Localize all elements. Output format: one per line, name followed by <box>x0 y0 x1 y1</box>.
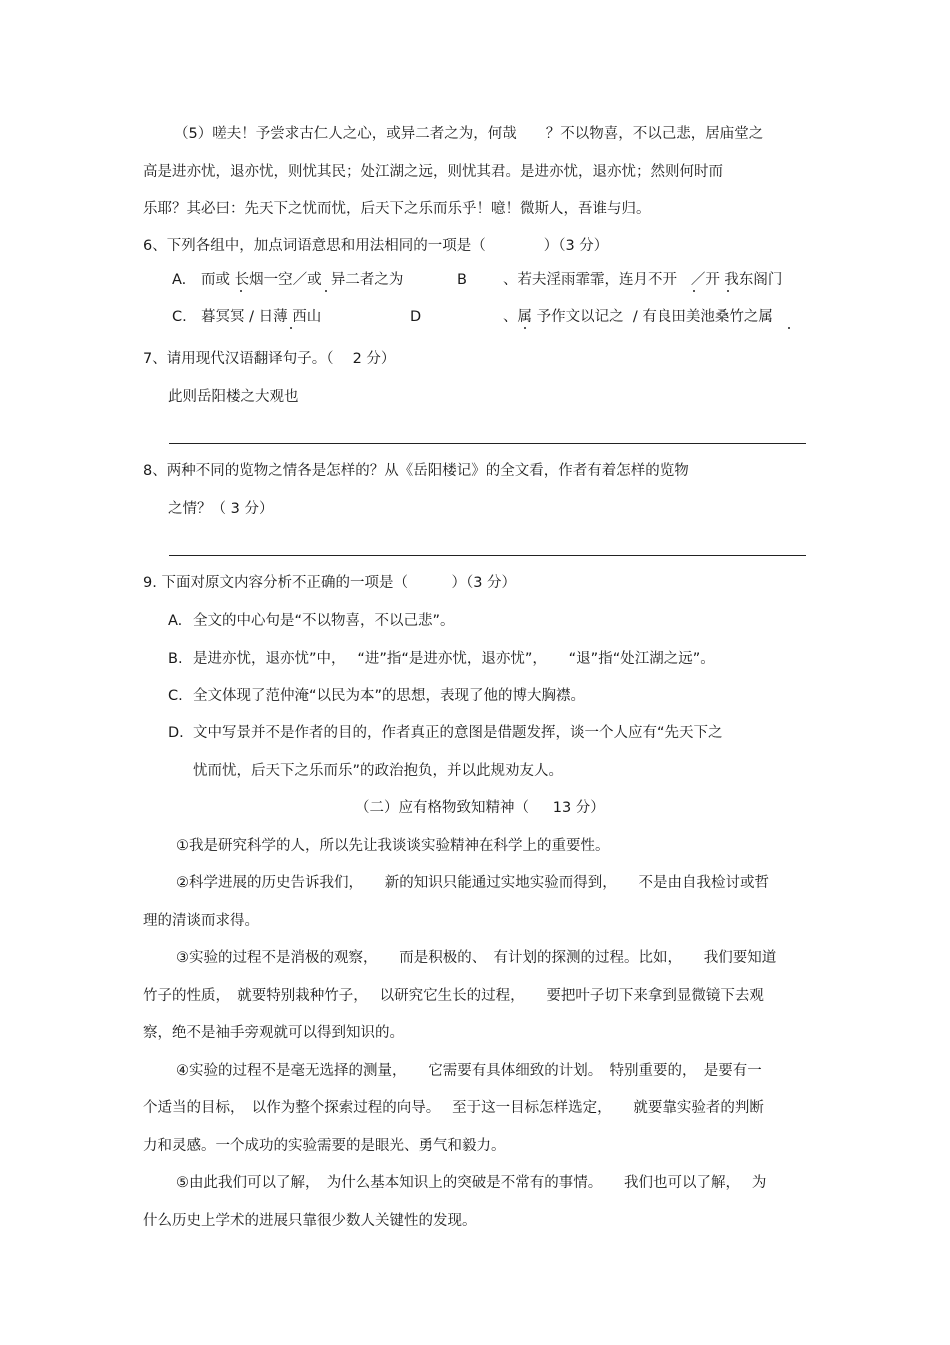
answer-line <box>169 443 806 444</box>
article-p2-line-2: 理的清谈而求得。 <box>143 913 259 929</box>
q6-option-c-text: 暮冥冥 / 日薄 西山 <box>201 309 322 325</box>
q6-option-a-text: 而或 长烟一空／或 异二者之为 <box>201 272 404 288</box>
article-p5-line-1: ⑤由此我们可以了解， 为什么基本知识上的突破是不常有的事情。 我们也可以了解， 为 <box>176 1175 767 1191</box>
q6-option-c-label: C. <box>172 309 187 325</box>
passage-line-2: 高是进亦忧，退亦忧，则忧其民；处江湖之远，则忧其君。是进亦忧，退亦忧；然则何时而 <box>143 164 723 180</box>
emphasis-dot <box>290 327 292 329</box>
emphasis-dot <box>788 327 790 329</box>
article-p2-line-1: ②科学进展的历史告诉我们， 新的知识只能通过实地实验而得到， 不是由自我检讨或哲 <box>176 875 769 891</box>
article-p3-line-2: 竹子的性质， 就要特别栽种竹子， 以研究它生长的过程， 要把叶子切下来拿到显微镜下去观 <box>143 988 764 1004</box>
passage-line-3: 乐耶？其必曰：先天下之忧而忧，后天下之乐而乐乎！噫！微斯人，吾谁与归。 <box>143 201 651 217</box>
emphasis-dot <box>524 327 526 329</box>
article-p5-line-2: 什么历史上学术的进展只靠很少数人关键性的发现。 <box>143 1213 477 1229</box>
q9-option-a-label: A. <box>168 613 183 629</box>
q9-option-b-label: B. <box>168 651 183 667</box>
q6-option-d-text: 、属 予作文以记之 / 有良田美池桑竹之属 <box>503 309 773 325</box>
emphasis-dot <box>240 290 242 292</box>
q9-option-b-text: 是进亦忧，退亦忧”中， “进”指“是进亦忧，退亦忧”， “退”指“处江湖之远”。 <box>193 651 715 667</box>
q9-option-d-text-line-1: 文中写景并不是作者的目的，作者真正的意图是借题发挥，谈一个人应有“先天下之 <box>193 725 723 741</box>
q7-stem: 7、请用现代汉语翻译句子。（ 2 分） <box>143 351 396 367</box>
passage-line-1: （5）嗟夫！予尝求古仁人之心，或异二者之为，何哉 ？不以物喜，不以己悲，居庙堂之 <box>174 126 764 142</box>
q9-option-d-text-line-2: 忧而忧，后天下之乐而乐”的政治抱负，并以此规劝友人。 <box>193 763 564 779</box>
q9-option-a-text: 全文的中心句是“不以物喜，不以己悲”。 <box>193 613 455 629</box>
emphasis-dot <box>325 290 327 292</box>
answer-line <box>169 555 806 556</box>
emphasis-dot <box>693 290 695 292</box>
q6-stem: 6、下列各组中，加点词语意思和用法相同的一项是（ ）（3 分） <box>143 238 609 254</box>
article-p3-line-3: 察，绝不是袖手旁观就可以得到知识的。 <box>143 1025 404 1041</box>
section-title: （二）应有格物致知精神（ 13 分） <box>355 800 605 816</box>
q8-stem-line-1: 8、两种不同的览物之情各是怎样的？从《岳阳楼记》的全文看，作者有着怎样的览物 <box>143 463 689 479</box>
q9-option-c-text: 全文体现了范仲淹“以民为本”的思想，表现了他的博大胸襟。 <box>193 688 586 704</box>
article-p3-line-1: ③实验的过程不是消极的观察， 而是积极的、 有计划的探测的过程。比如， 我们要知道 <box>176 950 777 966</box>
q8-stem-line-2: 之情？（ 3 分） <box>168 501 274 517</box>
article-p4-line-1: ④实验的过程不是毫无选择的测量， 它需要有具体细致的计划。 特别重要的， 是要有一 <box>176 1063 762 1079</box>
emphasis-dot <box>727 290 729 292</box>
article-p1: ①我是研究科学的人，所以先让我谈谈实验精神在科学上的重要性。 <box>176 838 610 854</box>
q7-sentence: 此则岳阳楼之大观也 <box>168 389 299 405</box>
q6-option-b-label: B <box>457 272 467 288</box>
q6-option-d-label: D <box>410 309 422 325</box>
q9-stem: 9. 下面对原文内容分析不正确的一项是（ ）（3 分） <box>143 575 517 591</box>
article-p4-line-2: 个适当的目标， 以作为整个探索过程的向导。 至于这一目标怎样选定， 就要靠实验者的判断 <box>143 1100 764 1116</box>
q6-option-a-label: A. <box>172 272 187 288</box>
q9-option-c-label: C. <box>168 688 183 704</box>
q9-option-d-label: D. <box>168 725 184 741</box>
q6-option-b-text: 、若夫淫雨霏霏，连月不开 ／开 我东阁门 <box>503 272 783 288</box>
article-p4-line-3: 力和灵感。一个成功的实验需要的是眼光、勇气和毅力。 <box>143 1138 506 1154</box>
